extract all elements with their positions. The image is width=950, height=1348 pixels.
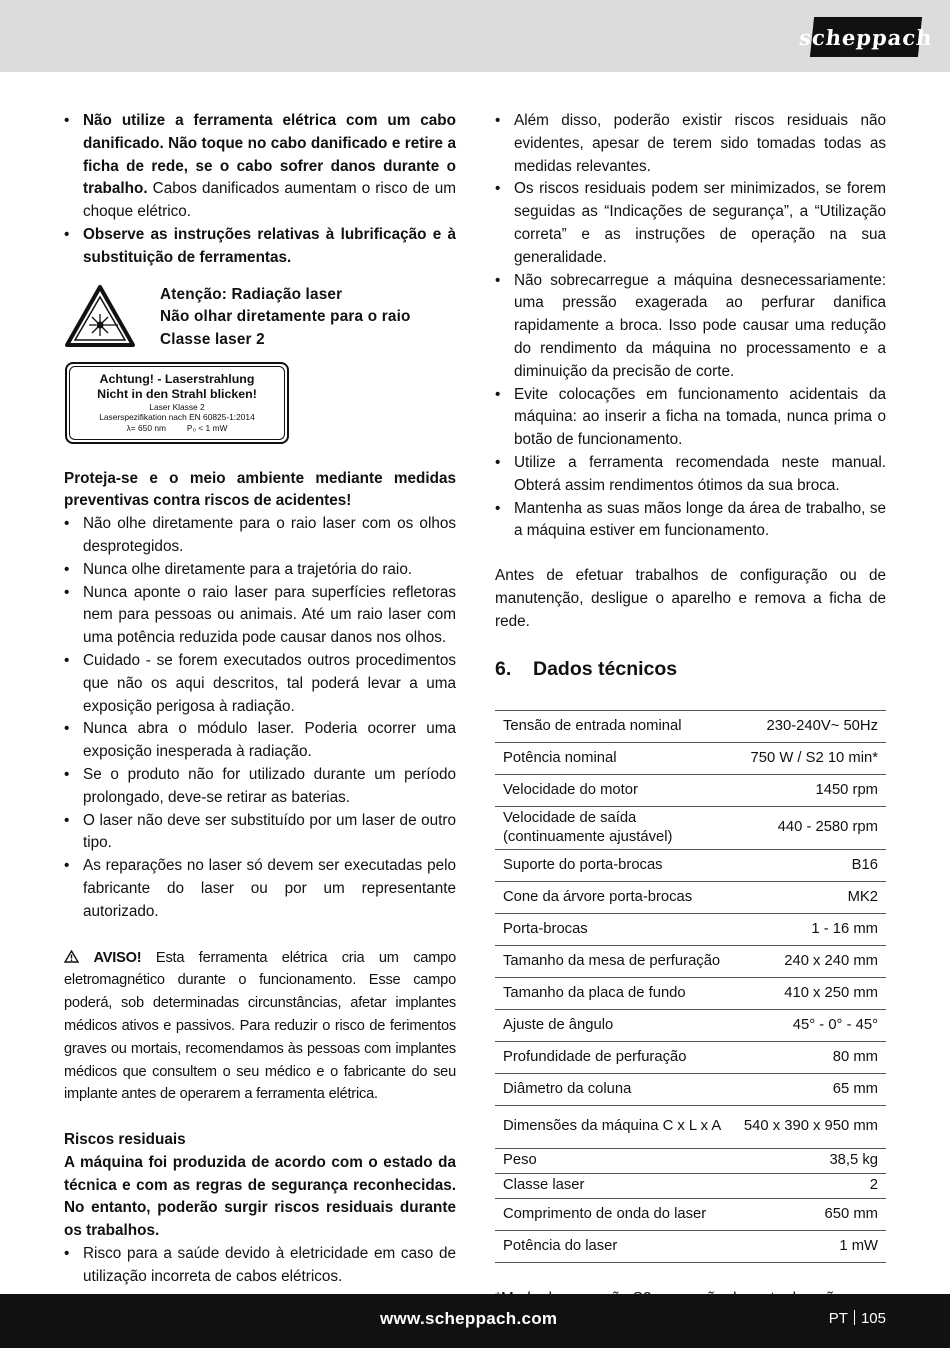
laser-warning — [64, 284, 456, 352]
spec-value: 2 — [736, 1173, 886, 1198]
table-row — [495, 1148, 886, 1173]
scheppach-logo: scheppach — [810, 17, 922, 57]
spec-label: Porta-brocas — [495, 913, 736, 945]
spec-label: Peso — [495, 1148, 736, 1173]
spec-value: B16 — [736, 849, 886, 881]
spec-label: Velocidade do motor — [495, 774, 736, 806]
spec-value: 65 mm — [736, 1073, 886, 1105]
em-field-warning — [64, 947, 456, 1107]
laser-class-label — [65, 362, 289, 444]
spec-label: Potência do laser — [495, 1230, 736, 1262]
spec-label: Tamanho da placa de fundo — [495, 977, 736, 1009]
spec-label: Cone da árvore porta-brocas — [495, 881, 736, 913]
maintenance-note: Antes de efetuar trabalhos de configuração ou de manutenção, desligue o aparelho e remova a ficha de rede. — [495, 567, 886, 630]
section-heading — [495, 658, 886, 688]
spec-value: 240 x 240 mm — [736, 945, 886, 977]
spec-value: 410 x 250 mm — [736, 977, 886, 1009]
table-row — [495, 806, 886, 849]
residual-risks-list — [64, 1243, 456, 1289]
list-item: • Não olhe diretamente para o raio laser com os olhos desprotegidos. — [64, 513, 456, 559]
technical-data-table — [495, 710, 886, 1263]
spec-label: Suporte do porta-brocas — [495, 849, 736, 881]
spec-label: Comprimento de onda do laser — [495, 1198, 736, 1230]
list-item: • Se o produto não for utilizado durante um período prolongado, deve-se retirar as baterias. — [64, 764, 456, 810]
warning-text: Esta ferramenta elétrica cria um campo eletromagnético durante o funcionamento. Esse campo poderá, sob determinadas circunstâncias, afetar implantes médicos ativos e passivos. Para reduzir o risco de ferimentos graves ou mortais, recomendamos às pessoas com implantes médicos que consultem o seu médico e o fabricante do seu implante antes de operarem a ferramenta elétrica. — [64, 949, 457, 1103]
laser-radiation-icon — [64, 284, 136, 348]
section-number: 6. — [495, 657, 512, 680]
table-row — [495, 945, 886, 977]
page-number — [829, 1310, 886, 1327]
section-title: Dados técnicos — [533, 657, 678, 680]
label-line: Laser Klasse 2 — [149, 401, 205, 412]
list-item: • As reparações no laser só devem ser executadas pelo fabricante do laser ou por um representante autorizado. — [64, 855, 456, 923]
spec-label: Diâmetro da coluna — [495, 1073, 736, 1105]
spec-value: 1 - 16 mm — [736, 913, 886, 945]
residual-risks-intro: A máquina foi produzida de acordo com o estado da técnica e com as regras de segurança reconhecidas. No entanto, poderão surgir riscos residuais durante os trabalhos. — [64, 1153, 456, 1240]
spec-value: 80 mm — [736, 1041, 886, 1073]
spec-value: 540 x 390 x 950 mm — [736, 1105, 886, 1148]
language-code: PT — [828, 1310, 848, 1327]
list-item: • Nunca olhe diretamente para a trajetória do raio. — [64, 559, 456, 582]
spec-label: Dimensões da máquina C x L x A — [495, 1105, 736, 1148]
laser-safety-list — [64, 513, 456, 923]
spec-label: Potência nominal — [495, 742, 736, 774]
label-line: Laserspezifikation nach EN 60825-1:2014 — [99, 412, 255, 423]
page-footer — [0, 1294, 950, 1348]
list-item: • Além disso, poderão existir riscos residuais não evidentes, apesar de terem sido tomadas todas as medidas relevantes. — [495, 110, 886, 178]
spec-value: 1 mW — [736, 1230, 886, 1262]
list-item: • Nunca abra o módulo laser. Poderia ocorrer uma exposição inesperada à radiação. — [64, 718, 456, 764]
spec-value: MK2 — [736, 881, 886, 913]
list-item: • Mantenha as suas mãos longe da área de trabalho, se a máquina estiver em funcionamento. — [495, 498, 886, 544]
label-line: λ= 650 nm P₀ < 1 mW — [126, 422, 228, 433]
table-row — [495, 849, 886, 881]
warning-triangle-icon — [64, 950, 79, 963]
table-row — [495, 1105, 886, 1148]
spec-value: 750 W / S2 10 min* — [736, 742, 886, 774]
label-line: Achtung! - Laserstrahlung — [99, 371, 255, 386]
spec-label: Velocidade de saída (continuamente ajustável) — [495, 806, 736, 849]
list-item: • Risco para a saúde devido à eletricidade em caso de utilização incorreta de cabos elétricos. — [64, 1243, 456, 1289]
laser-warning-line: Não olhar diretamente para o raio — [160, 308, 411, 326]
residual-risks-heading: Riscos residuais — [64, 1131, 186, 1149]
left-column — [64, 110, 456, 1289]
table-row — [495, 913, 886, 945]
list-item: • Os riscos residuais podem ser minimizados, se forem seguidas as “Indicações de segurança”, a “Utilização correta” e as instruções de operação na sua generalidade. — [495, 178, 886, 269]
protect-heading: Proteja-se e o meio ambiente mediante medidas preventivas contra riscos de acidentes! — [64, 469, 456, 510]
table-row — [495, 1009, 886, 1041]
laser-warning-line: Classe laser 2 — [160, 331, 265, 349]
spec-label: Tamanho da mesa de perfuração — [495, 945, 736, 977]
right-column — [495, 110, 886, 1310]
table-row — [495, 1073, 886, 1105]
spec-value: 440 - 2580 rpm — [736, 806, 886, 849]
list-item: • O laser não deve ser substituído por um laser de outro tipo. — [64, 810, 456, 856]
spec-value: 650 mm — [736, 1198, 886, 1230]
list-item: • Evite colocações em funcionamento acidentais da máquina: ao inserir a ficha na tomada, nunca prima o botão de funcionamento. — [495, 384, 886, 452]
list-item: • Não sobrecarregue a máquina desnecessariamente: uma pressão exagerada ao perfurar danifica rapidamente a broca. Isso pode causar uma redução do rendimento da máquina no processamento e a diminuição da precisão de corte. — [495, 270, 886, 384]
spec-value: 230-240V~ 50Hz — [736, 710, 886, 742]
tool-safety-list — [64, 110, 456, 270]
list-item: • Cuidado - se forem executados outros procedimentos que não os aqui descritos, tal poderá levar a uma exposição perigosa à radiação. — [64, 650, 456, 718]
laser-warning-text — [160, 284, 411, 352]
table-row — [495, 774, 886, 806]
spec-value: 38,5 kg — [736, 1148, 886, 1173]
page-number-value: 105 — [860, 1310, 886, 1327]
spec-label: Classe laser — [495, 1173, 736, 1198]
spec-label: Profundidade de perfuração — [495, 1041, 736, 1073]
table-row — [495, 1198, 886, 1230]
table-row — [495, 742, 886, 774]
spec-label: Tensão de entrada nominal — [495, 710, 736, 742]
table-row — [495, 710, 886, 742]
table-row — [495, 1230, 886, 1262]
list-item: • Observe as instruções relativas à lubrificação e à substituição de ferramentas. — [64, 224, 456, 270]
list-item: • Utilize a ferramenta recomendada neste manual. Obterá assim rendimentos ótimos da sua broca. — [495, 452, 886, 498]
residual-risks-list-continued — [495, 110, 886, 543]
table-row — [495, 1041, 886, 1073]
website-link[interactable]: www.scheppach.com — [380, 1309, 558, 1328]
table-row — [495, 977, 886, 1009]
spec-value: 45° - 0° - 45° — [736, 1009, 886, 1041]
table-row — [495, 881, 886, 913]
warning-label: AVISO! — [93, 949, 142, 966]
laser-warning-line: Atenção: Radiação laser — [160, 285, 343, 303]
table-row — [495, 1173, 886, 1198]
label-line: Nicht in den Strahl blicken! — [97, 386, 257, 401]
spec-value: 1450 rpm — [736, 774, 886, 806]
list-item: • Não utilize a ferramenta elétrica com um cabo danificado. Não toque no cabo danificado e retire a ficha de rede, se o cabo sofrer danos durante o trabalho. Cabos danificados aumentam o risco de um choque elétrico. — [64, 110, 456, 224]
list-item: • Nunca aponte o raio laser para superfícies refletoras nem para pessoas ou animais. Até um raio laser com uma potência reduzida pode causar danos nos olhos. — [64, 582, 456, 650]
spec-label: Ajuste de ângulo — [495, 1009, 736, 1041]
